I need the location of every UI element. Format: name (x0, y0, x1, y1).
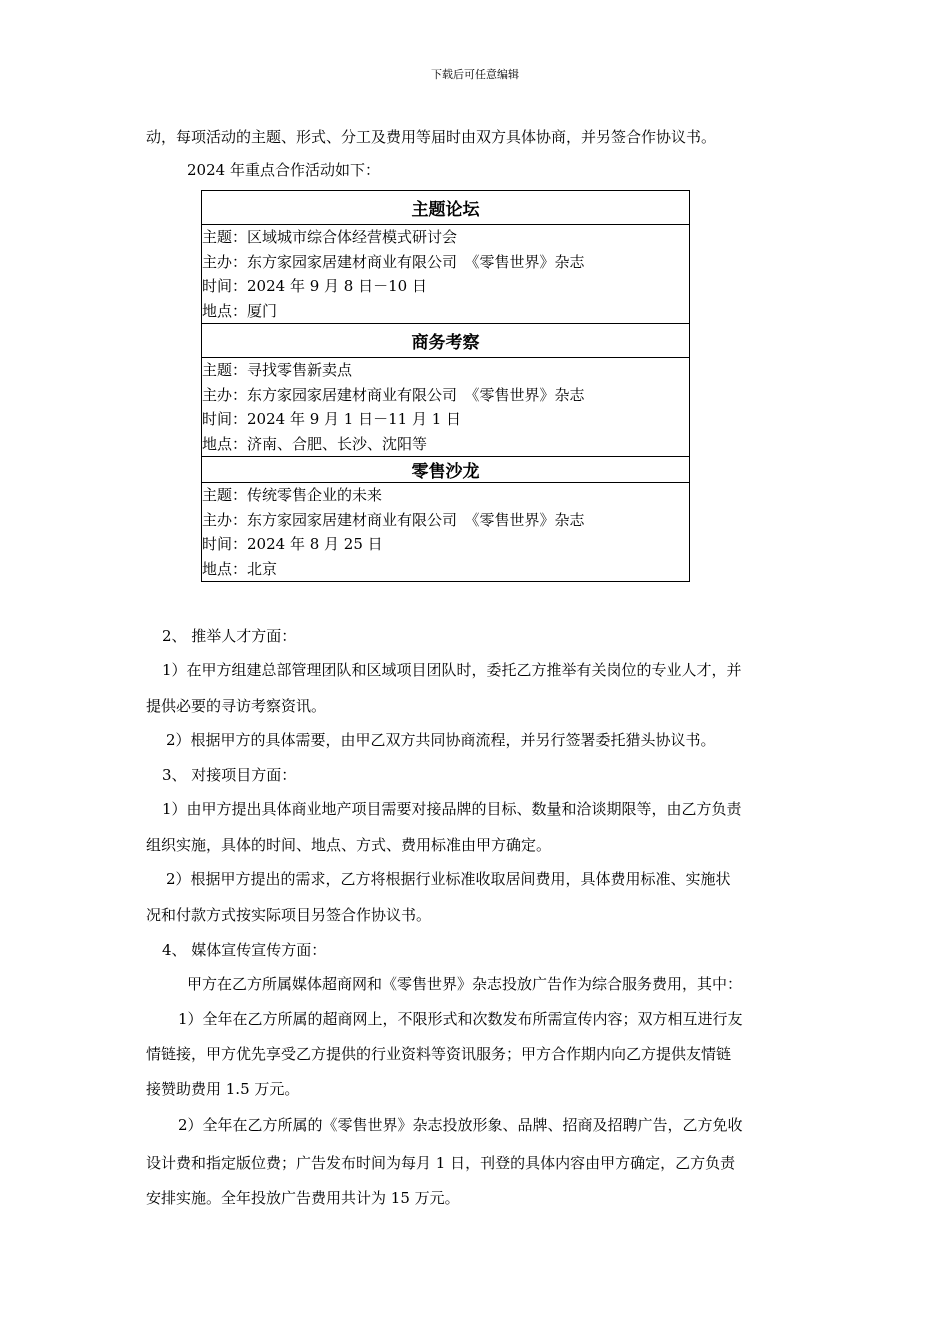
activity-host: 主办：东方家园家居建材商业有限公司 《零售世界》杂志 (202, 510, 585, 529)
activity-place: 地点：济南、合肥、长沙、沈阳等 (202, 434, 428, 453)
activity-host: 主办：东方家园家居建材商业有限公司 《零售世界》杂志 (202, 252, 585, 271)
section-title: 主题论坛 (202, 191, 690, 225)
paragraph-line: 甲方在乙方所属媒体超商网和《零售世界》杂志投放广告作为综合服务费用，其中： (187, 975, 743, 993)
activity-place: 地点：北京 (202, 559, 278, 578)
paragraph-line: 2）根据甲方的具体需要，由甲乙双方共同协商流程，并另行签署委托猎头协议书。 (166, 731, 716, 749)
section-title: 零售沙龙 (202, 457, 690, 483)
section-heading: 3、 对接项目方面： (162, 766, 297, 784)
section-body (202, 483, 690, 582)
paragraph-line: 组织实施，具体的时间、地点、方式、费用标准由甲方确定。 (146, 836, 552, 854)
paragraph-line: 2）根据甲方提出的需求，乙方将根据行业标准收取居间费用，具体费用标准、实施状 (166, 870, 731, 888)
activity-theme: 主题：区域城市综合体经营模式研讨会 (202, 228, 458, 246)
section-body (202, 358, 690, 457)
paragraph-line: 提供必要的寻访考察资讯。 (146, 697, 327, 715)
paragraph-line: 情链接，甲方优先享受乙方提供的行业资料等资讯服务；甲方合作期内向乙方提供友情链 (146, 1045, 732, 1063)
section-heading: 4、 媒体宣传宣传方面： (162, 941, 327, 959)
activities-table (201, 190, 690, 582)
activity-time: 时间：2024 年 9 月 8 日－10 日 (202, 277, 427, 295)
activity-theme: 主题：寻找零售新卖点 (202, 361, 353, 379)
paragraph-line: 况和付款方式按实际项目另签合作协议书。 (146, 906, 432, 924)
paragraph-line: 设计费和指定版位费；广告发布时间为每月 1 日，刊登的具体内容由甲方确定，乙方负责 (146, 1154, 736, 1172)
paragraph-line: 接赞助费用 1.5 万元。 (146, 1080, 300, 1098)
activity-time: 时间：2024 年 8 月 25 日 (202, 535, 383, 553)
paragraph-line: 2）全年在乙方所属的《零售世界》杂志投放形象、品牌、招商及招聘广告，乙方免收 (178, 1116, 743, 1134)
activity-place: 地点：厦门 (202, 301, 278, 320)
section-body (202, 225, 690, 324)
paragraph-line: 1）在甲方组建总部管理团队和区域项目团队时，委托乙方推举有关岗位的专业人才，并 (162, 661, 742, 679)
activity-time: 时间：2024 年 9 月 1 日－11 月 1 日 (202, 410, 462, 428)
paragraph-line: 安排实施。全年投放广告费用共计为 15 万元。 (146, 1189, 460, 1207)
activity-host: 主办：东方家园家居建材商业有限公司 《零售世界》杂志 (202, 385, 585, 404)
activity-theme: 主题：传统零售企业的未来 (202, 486, 383, 504)
paragraph-line: 1）由甲方提出具体商业地产项目需要对接品牌的目标、数量和洽谈期限等，由乙方负责 (162, 800, 742, 818)
section-title: 商务考察 (202, 324, 690, 358)
intro-text: 2024 年重点合作活动如下： (187, 161, 380, 179)
page-header: 下载后可任意编辑 (431, 68, 519, 81)
section-heading: 2、 推举人才方面： (162, 627, 297, 645)
paragraph-line: 1）全年在乙方所属的超商网上，不限形式和次数发布所需宣传内容；双方相互进行友 (178, 1010, 743, 1028)
intro-text: 动，每项活动的主题、形式、分工及费用等届时由双方具体协商，并另签合作协议书。 (146, 128, 717, 146)
